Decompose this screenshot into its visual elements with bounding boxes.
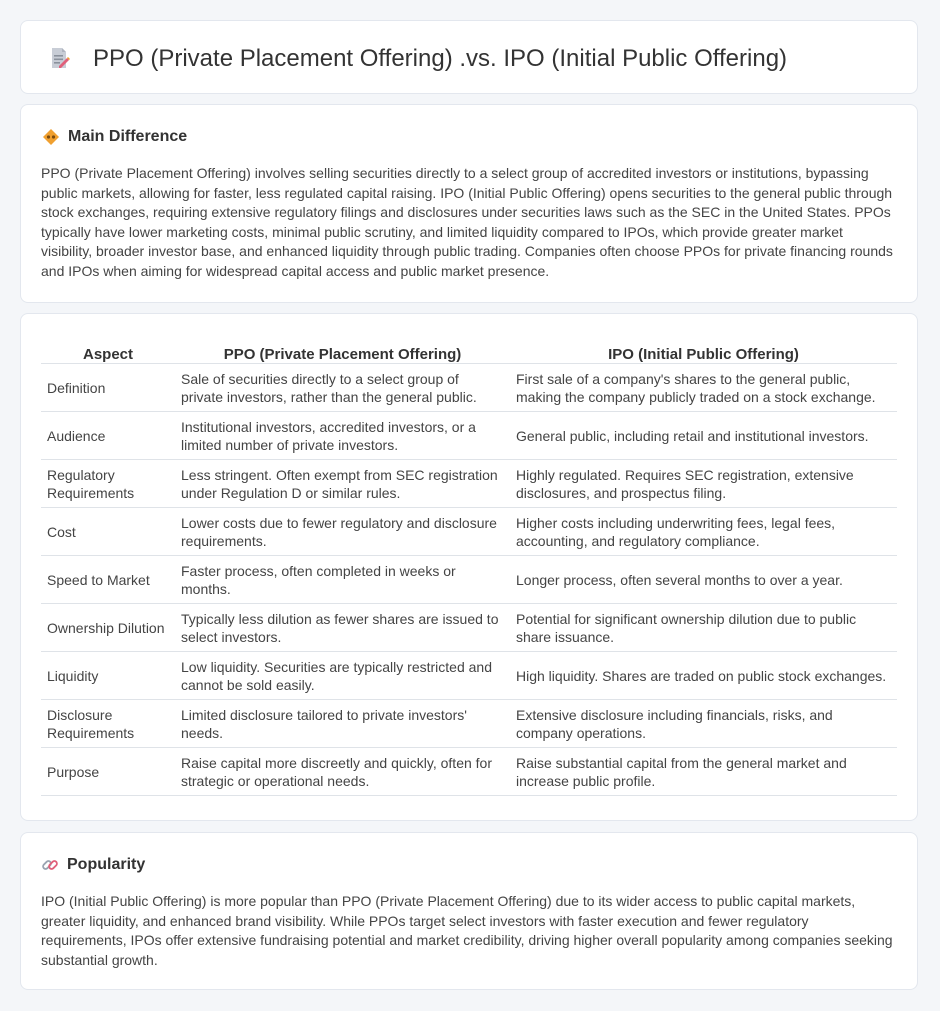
ipo-cell: Extensive disclosure including financials, risks, and company operations. xyxy=(510,700,897,748)
header-aspect: Aspect xyxy=(41,334,175,364)
table-row xyxy=(41,556,897,604)
ppo-cell: Raise capital more discreetly and quickly, often for strategic or operational needs. xyxy=(175,748,510,796)
diamond-icon xyxy=(42,128,60,146)
ppo-cell: Less stringent. Often exempt from SEC registration under Regulation D or similar rules. xyxy=(175,460,510,508)
ipo-cell: High liquidity. Shares are traded on public stock exchanges. xyxy=(510,652,897,700)
table-row xyxy=(41,700,897,748)
ipo-cell: Raise substantial capital from the general market and increase public profile. xyxy=(510,748,897,796)
comparison-table xyxy=(41,334,897,796)
table-row xyxy=(41,652,897,700)
aspect-cell: Purpose xyxy=(41,748,175,796)
document-edit-icon xyxy=(47,46,71,70)
title-card xyxy=(20,20,918,94)
ppo-cell: Typically less dilution as fewer shares are issued to select investors. xyxy=(175,604,510,652)
ipo-cell: Higher costs including underwriting fees, legal fees, accounting, and regulatory compliance. xyxy=(510,508,897,556)
main-difference-card xyxy=(20,104,918,303)
popularity-heading xyxy=(41,855,897,875)
ppo-cell: Institutional investors, accredited investors, or a limited number of private investors. xyxy=(175,412,510,460)
table-row xyxy=(41,412,897,460)
main-difference-heading xyxy=(42,127,897,147)
table-row xyxy=(41,748,897,796)
table-header-row xyxy=(41,334,897,364)
page-title: PPO (Private Placement Offering) .vs. IPO (Initial Public Offering) xyxy=(93,45,788,72)
popularity-title: Popularity xyxy=(67,856,146,873)
ppo-cell: Faster process, often completed in weeks or months. xyxy=(175,556,510,604)
aspect-cell: Cost xyxy=(41,508,175,556)
ppo-cell: Limited disclosure tailored to private investors' needs. xyxy=(175,700,510,748)
header-ipo: IPO (Initial Public Offering) xyxy=(510,334,897,364)
main-difference-text: PPO (Private Placement Offering) involves selling securities directly to a select group of accredited investors or institutions, bypassing public markets, allowing for faster, less regulated capital raising. IPO (Initial Public Offering) opens securities to the general public through stock exchanges, requiring extensive regulatory filings and disclosures under securities laws such as the SEC in the United States. PPOs typically have lower marketing costs, minimal public scrutiny, and limited liquidity compared to IPOs, which provide greater market visibility, broader investor base, and enhanced liquidity through public trading. Companies often choose PPOs for private financing rounds and IPOs when aiming for widespread capital access and public market presence. xyxy=(41,165,893,279)
ppo-cell: Sale of securities directly to a select group of private investors, rather than the general public. xyxy=(175,364,510,412)
aspect-cell: Definition xyxy=(41,364,175,412)
comparison-card xyxy=(20,313,918,821)
aspect-cell: Speed to Market xyxy=(41,556,175,604)
table-row xyxy=(41,508,897,556)
aspect-cell: Disclosure Requirements xyxy=(41,700,175,748)
ipo-cell: Longer process, often several months to over a year. xyxy=(510,556,897,604)
table-row xyxy=(41,460,897,508)
aspect-cell: Regulatory Requirements xyxy=(41,460,175,508)
ppo-cell: Lower costs due to fewer regulatory and disclosure requirements. xyxy=(175,508,510,556)
link-icon xyxy=(41,856,59,874)
aspect-cell: Liquidity xyxy=(41,652,175,700)
table-row xyxy=(41,364,897,412)
ipo-cell: Highly regulated. Requires SEC registration, extensive disclosures, and prospectus filing. xyxy=(510,460,897,508)
header-ppo: PPO (Private Placement Offering) xyxy=(175,334,510,364)
ppo-cell: Low liquidity. Securities are typically restricted and cannot be sold easily. xyxy=(175,652,510,700)
ipo-cell: General public, including retail and institutional investors. xyxy=(510,412,897,460)
aspect-cell: Audience xyxy=(41,412,175,460)
table-row xyxy=(41,604,897,652)
ipo-cell: Potential for significant ownership dilution due to public share issuance. xyxy=(510,604,897,652)
popularity-text: IPO (Initial Public Offering) is more popular than PPO (Private Placement Offering) due to its wider access to public capital markets, greater liquidity, and enhanced brand visibility. While PPOs target select investors with faster execution and fewer regulatory requirements, IPOs offer extensive fundraising potential and market credibility, driving higher overall popularity among companies seeking substantial growth. xyxy=(41,893,893,968)
popularity-card xyxy=(20,832,918,990)
aspect-cell: Ownership Dilution xyxy=(41,604,175,652)
main-difference-title: Main Difference xyxy=(68,128,188,145)
ipo-cell: First sale of a company's shares to the general public, making the company publicly traded on a stock exchange. xyxy=(510,364,897,412)
